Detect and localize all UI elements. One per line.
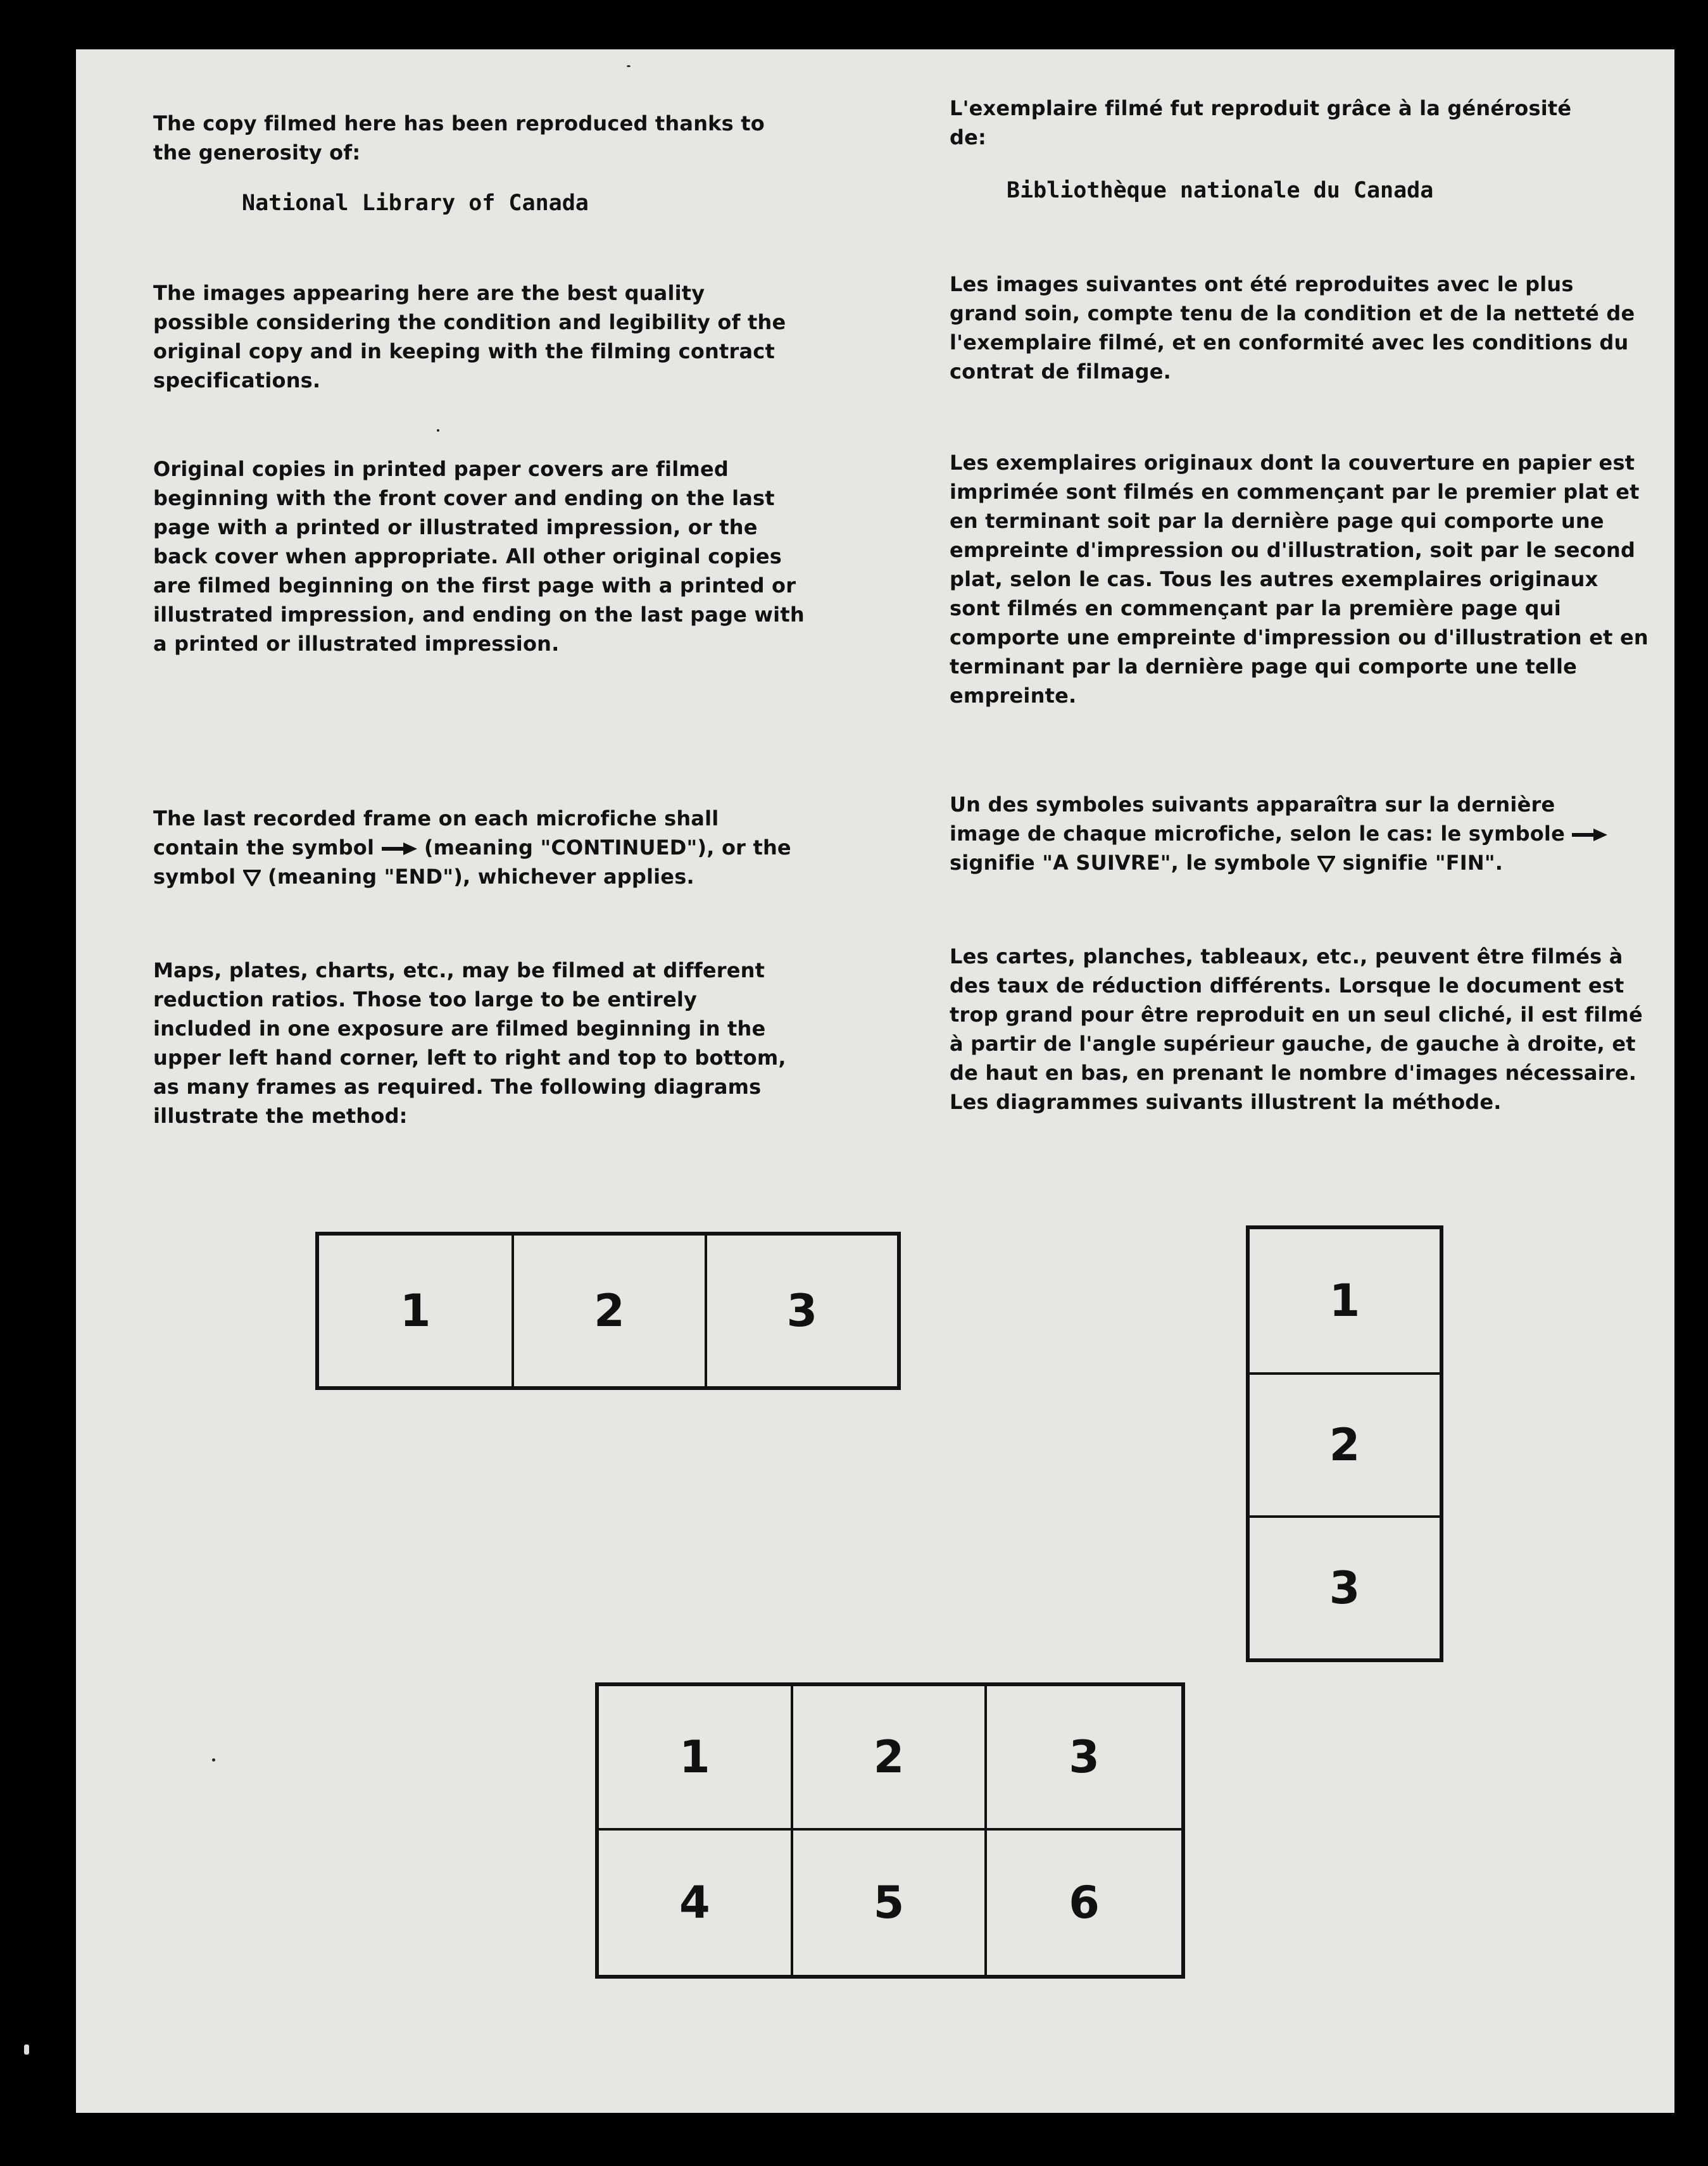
french-originals-note: Les exemplaires originaux dont la couverture en papier est imprimée sont filmés en commençant par le premier plat et en terminant soit par la dernière page qui comporte une empreinte d'impression ou d'illustration, soit par le second plat, selon le cas. Tous les autres exemplaires originaux sont filmés en commençant par la première page qui comporte une empreinte d'impression ou d'illustration et en terminant par la dernière page qui comporte une telle empreinte. bbox=[950, 451, 1648, 708]
frame-cell: 4 bbox=[599, 1831, 793, 1975]
french-intro: L'exemplaire filmé fut reproduit grâce à la générosité de: bbox=[950, 96, 1572, 149]
english-originals-note: Original copies in printed paper covers are filmed beginning with the front cover and ending on the last page with a printed or illustrated impression, or the back cover when appropriate. All other original copies are filmed beginning on the first page with a printed or illustrated impression, and ending on the last page with a printed or illustrated impression. bbox=[153, 457, 805, 656]
frame-cell: 1 bbox=[399, 1285, 431, 1337]
scan-speck bbox=[437, 429, 439, 432]
frame-cell: 2 bbox=[512, 1236, 704, 1386]
english-maps-note: Maps, plates, charts, etc., may be filmed at different reduction ratios. Those too large to be entirely included in one exposure are filmed beginning in the upper left hand corner, left to right and top to bottom, as many frames as required. The following diagrams illustrate the method: bbox=[153, 958, 786, 1128]
end-triangle-icon bbox=[243, 870, 261, 886]
french-symbols-note: Un des symboles suivants apparaîtra sur la dernière image de chaque microfiche, selon le cas: le symbole signifie "A SUIVRE", le symbole signifie "FIN". bbox=[950, 790, 1621, 877]
a-suivre-arrow-icon bbox=[1572, 829, 1607, 841]
english-intro: The copy filmed here has been reproduced thanks to the generosity of: bbox=[153, 111, 765, 165]
frame-cell: 3 bbox=[987, 1686, 1181, 1831]
scan-speck bbox=[627, 65, 631, 67]
english-institution: National Library of Canada bbox=[242, 191, 589, 216]
french-quality-note: Les images suivantes ont été reproduites avec le plus grand soin, compte tenu de la condition et de la netteté de l'exemplaire filmé, et en conformité avec les conditions du contrat de filmage. bbox=[950, 272, 1635, 384]
frame-cell: 5 bbox=[793, 1831, 988, 1975]
frame-cell: 1 bbox=[1329, 1275, 1360, 1327]
frame-cell: 6 bbox=[1069, 1877, 1100, 1929]
scan-speck bbox=[212, 1758, 215, 1762]
diagram-horizontal-frames bbox=[315, 1232, 901, 1390]
english-symbols-note: The last recorded frame on each microfiche shall contain the symbol (meaning "CONTINUED"), or the symbol (meaning "END"), whichever applies. bbox=[153, 806, 791, 889]
french-institution: Bibliothèque nationale du Canada bbox=[1007, 178, 1434, 203]
diagram-vertical-frames bbox=[1246, 1225, 1443, 1662]
frame-cell: 2 bbox=[793, 1686, 988, 1831]
frame-cell: 3 bbox=[705, 1236, 897, 1386]
diagram-grid-frames bbox=[595, 1682, 1185, 1979]
fin-triangle-icon bbox=[1317, 856, 1335, 872]
frame-cell: 1 bbox=[599, 1686, 793, 1831]
english-quality-note: The images appearing here are the best quality possible considering the condition and legibility of the original copy and in keeping with the filming contract specifications. bbox=[153, 281, 786, 392]
frame-cell: 2 bbox=[1250, 1372, 1440, 1515]
continued-arrow-icon bbox=[382, 842, 417, 855]
filmed-notice-page bbox=[76, 49, 1674, 2113]
french-maps-note: Les cartes, planches, tableaux, etc., peuvent être filmés à des taux de réduction différents. Lorsque le document est trop grand pour être reproduit en un seul cliché, il est filmé à partir de l'angle supérieur gauche, de gauche à droite, et de haut en bas, en prenant le nombre d'images nécessaire. Les diagrammes suivants illustrent la méthode. bbox=[950, 944, 1643, 1114]
scan-speck bbox=[24, 2044, 29, 2055]
frame-cell: 3 bbox=[1250, 1515, 1440, 1658]
